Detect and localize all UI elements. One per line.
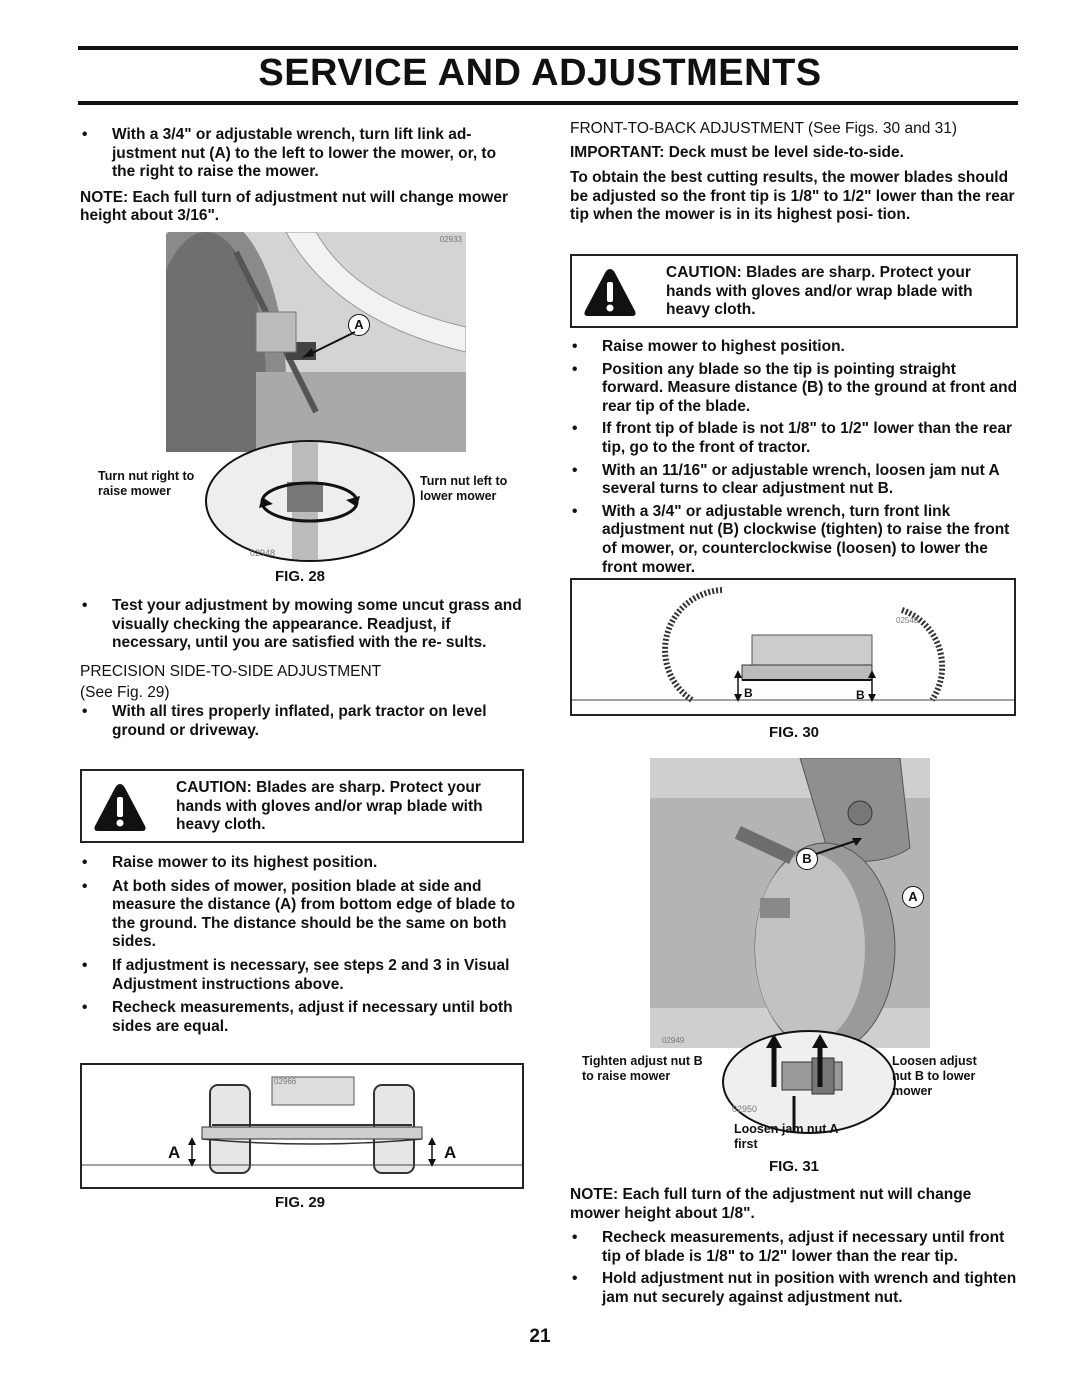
list-item: • With a 3/4" or adjustable wrench, turn lift link ad- justment nut (A) to the left to lower the mower, or, to the right to raise the mower.	[82, 126, 497, 181]
list-item-text: With a 3/4" or adjustable wrench, turn lift link ad- justment nut (A) to the left to lower the mower, or, to the right to raise the mower.	[112, 126, 497, 181]
caution-text: CAUTION: Blades are sharp. Protect your hands with gloves and/or wrap blade with heavy cloth.	[176, 779, 483, 834]
left-column-bottom	[80, 854, 522, 1036]
fig31-code-bottom: 02950	[732, 1104, 758, 1114]
right-column-top	[570, 120, 1018, 225]
list-item-text: With an 11/16" or adjustable wrench, loosen jam nut A several turns to clear adjustment nut B.	[602, 461, 1000, 498]
list-item: • Test your adjustment by mowing some uncut grass and visually checking the appearance. Readjust, if necessary, until you are satisfied with the re- sults.	[82, 597, 522, 652]
right-column-mid	[570, 338, 1018, 577]
caution-box-right	[570, 254, 1018, 328]
section-see: (See Fig. 29)	[80, 684, 170, 702]
list-item-text: With all tires properly inflated, park tractor on level ground or driveway.	[112, 702, 487, 739]
important-text: IMPORTANT: Deck must be level side-to-side.	[570, 143, 904, 161]
fig31-label-b: B	[796, 848, 818, 870]
fig30-art	[572, 580, 1014, 714]
caution-box-left	[80, 769, 524, 843]
list-item-text: Recheck measurements, adjust if necessary until front tip of blade is 1/8" to 1/2" lower than the rear tip.	[602, 1229, 1005, 1265]
fig29-art	[82, 1065, 522, 1187]
fig31-callout-tighten: Tighten adjust nut B to raise mower	[582, 1054, 703, 1083]
fig31-label-a: A	[902, 886, 924, 908]
fig31-caption: FIG. 31	[768, 1158, 820, 1175]
fig28-label-a: A	[348, 314, 370, 336]
list-item-text: Raise mower to highest position.	[602, 338, 845, 355]
fig29-code: 02966	[274, 1077, 297, 1086]
list-item: • If front tip of blade is not 1/8" to 1/2" lower than the rear tip, go to the front of tractor.	[572, 420, 1012, 456]
fig31-callout-loosen: Loosen adjust nut B to lower mower	[892, 1054, 977, 1098]
list-item-text: If adjustment is necessary, see steps 2 and 3 in Visual Adjustment instructions above.	[112, 956, 510, 993]
list-item: • Hold adjustment nut in position with wrench and tighten jam nut securely against adjustment nut.	[572, 1270, 1017, 1306]
list-item: • Recheck measurements, adjust if necessary until front tip of blade is 1/8" to 1/2" lower than the rear tip.	[572, 1229, 1005, 1265]
list-item-text: Test your adjustment by mowing some uncut grass and visually checking the appearance. Readjust, if necessary, until you are satisfied with the re- sults.	[112, 597, 522, 652]
caution-text: CAUTION: Blades are sharp. Protect your hands with gloves and/or wrap blade with heavy cloth.	[666, 264, 973, 319]
fig31-inset-art	[724, 1032, 894, 1132]
list-item: • With an 11/16" or adjustable wrench, loosen jam nut A several turns to clear adjustment nut B.	[572, 461, 1000, 498]
fig31-photo-art	[650, 758, 930, 1048]
list-item: • With all tires properly inflated, park tractor on level ground or driveway.	[82, 702, 487, 739]
fig31-photo	[650, 758, 930, 1048]
list-item: • At both sides of mower, position blade at side and measure the distance (A) from bottom edge of blade to the ground. The distance should be the same on both sides.	[82, 877, 516, 951]
left-column-top	[80, 126, 522, 226]
list-item: • Position any blade so the tip is pointing straight forward. Measure distance (B) to the ground at front and rear tip of the blade.	[572, 360, 1018, 415]
header-rule-bottom	[78, 101, 1018, 105]
fig28-callout-raise: Turn nut right to raise mower	[98, 469, 195, 498]
list-item-text: Hold adjustment nut in position with wrench and tighten jam nut securely against adjustment nut.	[602, 1270, 1017, 1306]
right-column-bottom	[570, 1186, 1018, 1308]
list-item-text: Position any blade so the tip is pointing straight forward. Measure distance (B) to the ground at front and rear tip of the blade.	[602, 360, 1018, 415]
list-item: • Raise mower to its highest position.	[82, 854, 378, 871]
fig30-caption: FIG. 30	[768, 724, 820, 741]
fig29-label-a-right: A	[444, 1143, 457, 1162]
fig30-label-b1: B	[744, 686, 753, 700]
fig28-arrow	[300, 330, 360, 360]
fig28-caption: FIG. 28	[274, 568, 326, 585]
fig28-inset-art	[207, 442, 413, 560]
list-item-text: Raise mower to its highest position.	[112, 854, 378, 871]
page-number: 21	[529, 1326, 551, 1347]
note-text: NOTE: Each full turn of the adjustment nut will change mower height about 1/8".	[570, 1186, 972, 1222]
left-column-mid	[80, 597, 522, 740]
header-rule-top	[78, 46, 1018, 50]
list-item-text: With a 3/4" or adjustable wrench, turn front link adjustment nut (B) clockwise (tighten) to raise the front of mower, or, counterclockwise (loosen) to lower the front mower.	[602, 502, 1010, 576]
section-title: PRECISION SIDE-TO-SIDE ADJUSTMENT	[80, 662, 382, 680]
fig30-label-b2: B	[856, 688, 865, 702]
fig31-inset	[722, 1030, 896, 1134]
list-item-text: At both sides of mower, position blade at side and measure the distance (A) from bottom edge of blade to the ground. The distance should be the same on both sides.	[112, 877, 516, 951]
list-item-text: Recheck measurements, adjust if necessary until both sides are equal.	[112, 999, 513, 1035]
fig29-box	[80, 1063, 524, 1189]
fig28-code-bottom: 02948	[250, 548, 276, 558]
page-title: SERVICE AND ADJUSTMENTS	[258, 52, 822, 94]
fig31-arrow-b	[814, 836, 864, 858]
fig30-box	[570, 578, 1016, 716]
list-item: • With a 3/4" or adjustable wrench, turn front link adjustment nut (B) clockwise (tighten) to raise the front of mower, or, counterclockwise (loosen) to lower the front mower.	[572, 502, 1010, 576]
fig28-code-top: 02933	[439, 235, 462, 244]
warning-icon	[92, 781, 148, 833]
list-item: • If adjustment is necessary, see steps 2 and 3 in Visual Adjustment instructions above.	[82, 956, 510, 993]
note-text: NOTE: Each full turn of adjustment nut will change mower height about 3/16".	[80, 188, 508, 225]
fig31-code-top: 02949	[662, 1036, 685, 1045]
section-title: FRONT-TO-BACK ADJUSTMENT (See Figs. 30 and 31)	[570, 120, 958, 137]
list-item: • Recheck measurements, adjust if necessary until both sides are equal.	[82, 999, 513, 1035]
fig31-callout-jam: Loosen jam nut A first	[734, 1122, 838, 1151]
fig29-label-a-left: A	[168, 1143, 181, 1162]
fig28-inset	[205, 440, 415, 562]
warning-icon	[582, 266, 638, 318]
fig29-caption: FIG. 29	[274, 1194, 326, 1211]
fig28-callout-lower: Turn nut left to lower mower	[420, 474, 508, 503]
fig30-code: 02548	[896, 616, 919, 625]
list-item: • Raise mower to highest position.	[572, 338, 845, 355]
intro-text: To obtain the best cutting results, the mower blades should be adjusted so the front tip is 1/8" to 1/2" lower than the rear tip when the mower is in its highest posi- tion.	[570, 169, 1015, 224]
list-item-text: If front tip of blade is not 1/8" to 1/2" lower than the rear tip, go to the front of tractor.	[602, 420, 1012, 456]
